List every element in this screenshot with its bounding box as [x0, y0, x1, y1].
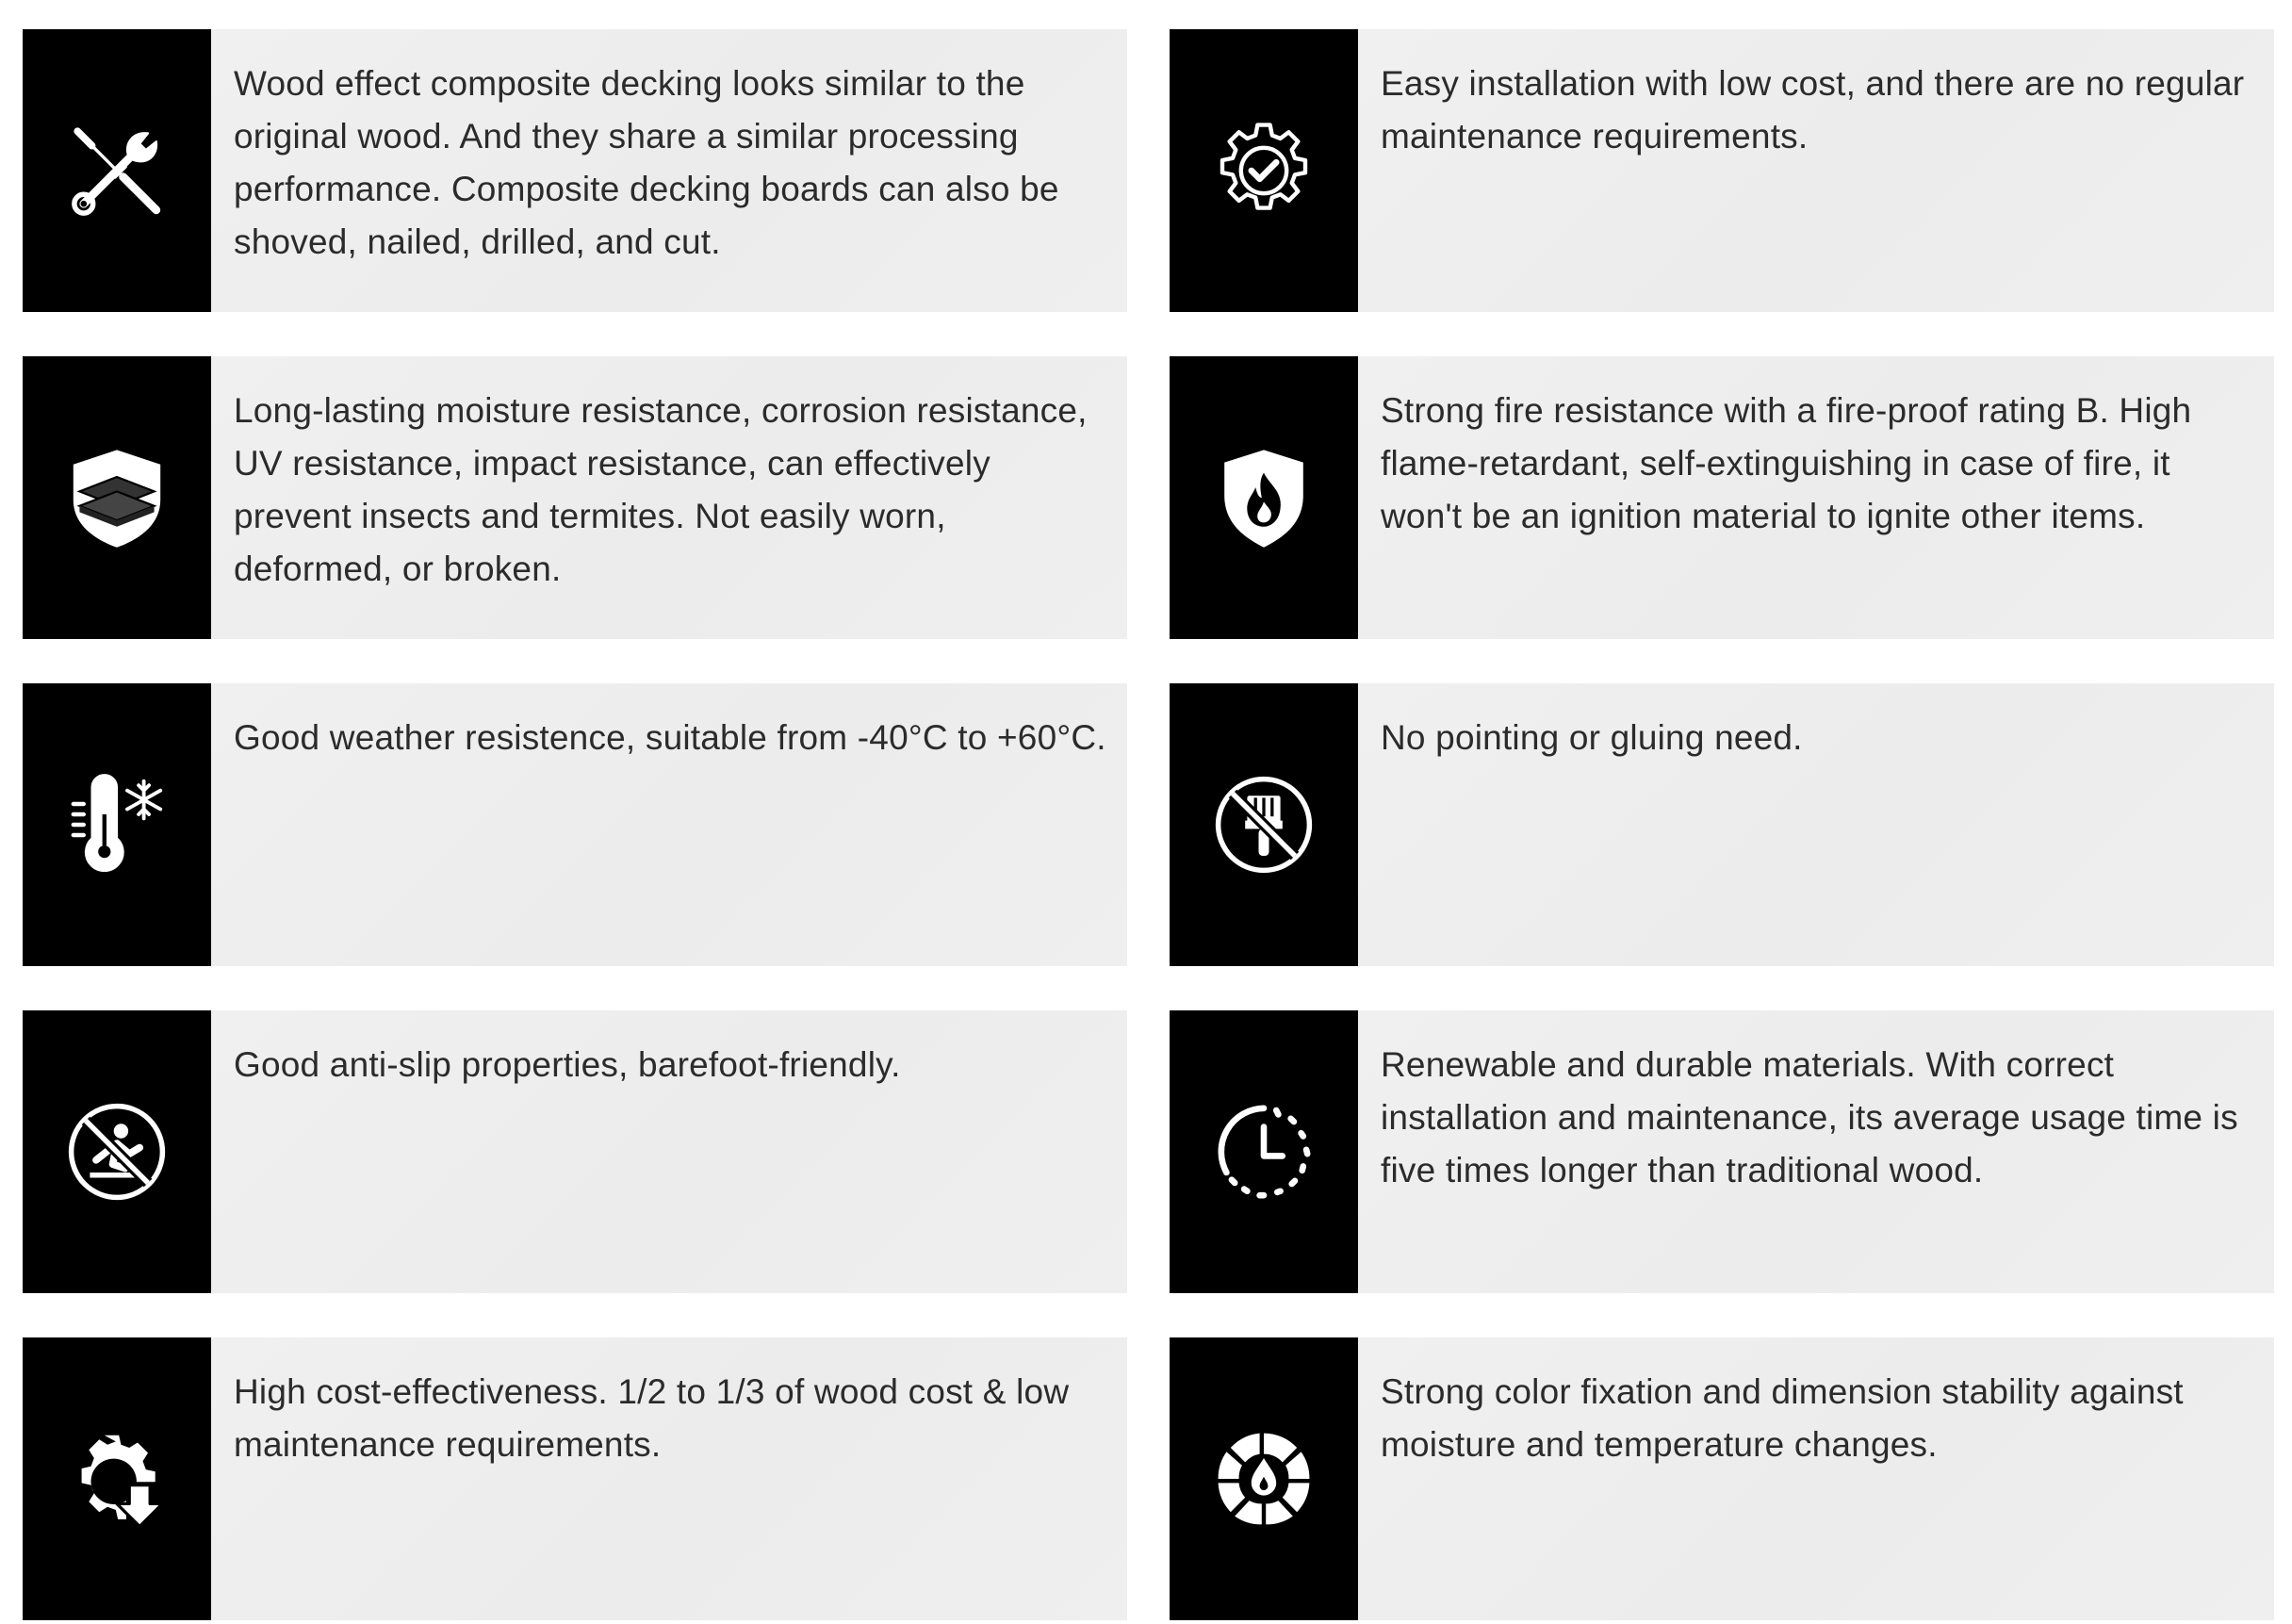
- icon-box: [1170, 29, 1358, 312]
- feature-text: No pointing or gluing need.: [1381, 718, 1803, 757]
- feature-card: [1170, 683, 2274, 966]
- clock-icon: [1212, 1100, 1316, 1204]
- no-slip-icon: [65, 1100, 169, 1204]
- feature-text: Strong color fixation and dimension stability against moisture and temperature changes.: [1381, 1372, 2184, 1464]
- icon-box: [23, 683, 211, 966]
- feature-card: [23, 356, 1127, 639]
- features-grid: [23, 29, 2274, 1620]
- feature-card: [23, 1010, 1127, 1293]
- feature-text: Good weather resistence, suitable from -40°C to +60°C.: [234, 718, 1106, 757]
- feature-text: Wood effect composite decking looks similar to the original wood. And they share a similar processing performance. Composite decking boards can also be shoved, nailed, drilled, and cut.: [234, 64, 1059, 261]
- icon-box: [1170, 683, 1358, 966]
- icon-box: [1170, 356, 1358, 639]
- feature-card: [23, 1337, 1127, 1620]
- feature-card: [1170, 1337, 2274, 1620]
- feature-text: High cost-effectiveness. 1/2 to 1/3 of wood cost & low maintenance requirements.: [234, 1372, 1070, 1464]
- no-paint-brush-icon: [1212, 773, 1316, 877]
- feature-text: Long-lasting moisture resistance, corrosion resistance, UV resistance, impact resistance, can effectively prevent insects and termites. Not easily worn, deformed, or broken.: [234, 391, 1088, 588]
- icon-box: [23, 29, 211, 312]
- icon-box: [1170, 1010, 1358, 1293]
- icon-box: [1170, 1337, 1358, 1620]
- shield-layers-icon: [65, 446, 169, 550]
- water-drop-wheel-icon: [1212, 1427, 1316, 1531]
- thermometer-snowflake-icon: [65, 773, 169, 877]
- feature-text: Easy installation with low cost, and there are no regular maintenance requirements.: [1381, 64, 2245, 156]
- feature-text: Renewable and durable materials. With correct installation and maintenance, its average usage time is five times longer than traditional wood.: [1381, 1045, 2238, 1189]
- fire-shield-icon: [1212, 446, 1316, 550]
- feature-card: [23, 29, 1127, 312]
- icon-box: [23, 1337, 211, 1620]
- feature-card: [1170, 356, 2274, 639]
- tools-icon: [65, 119, 169, 222]
- feature-card: [1170, 1010, 2274, 1293]
- feature-card: [23, 683, 1127, 966]
- icon-box: [23, 1010, 211, 1293]
- feature-card: [1170, 29, 2274, 312]
- gear-check-icon: [1212, 119, 1316, 222]
- icon-box: [23, 356, 211, 639]
- feature-text: Good anti-slip properties, barefoot-friendly.: [234, 1045, 901, 1084]
- feature-text: Strong fire resistance with a fire-proof rating B. High flame-retardant, self-extinguishing in case of fire, it won't be an ignition material to ignite other items.: [1381, 391, 2192, 535]
- gear-down-arrow-icon: [65, 1427, 169, 1531]
